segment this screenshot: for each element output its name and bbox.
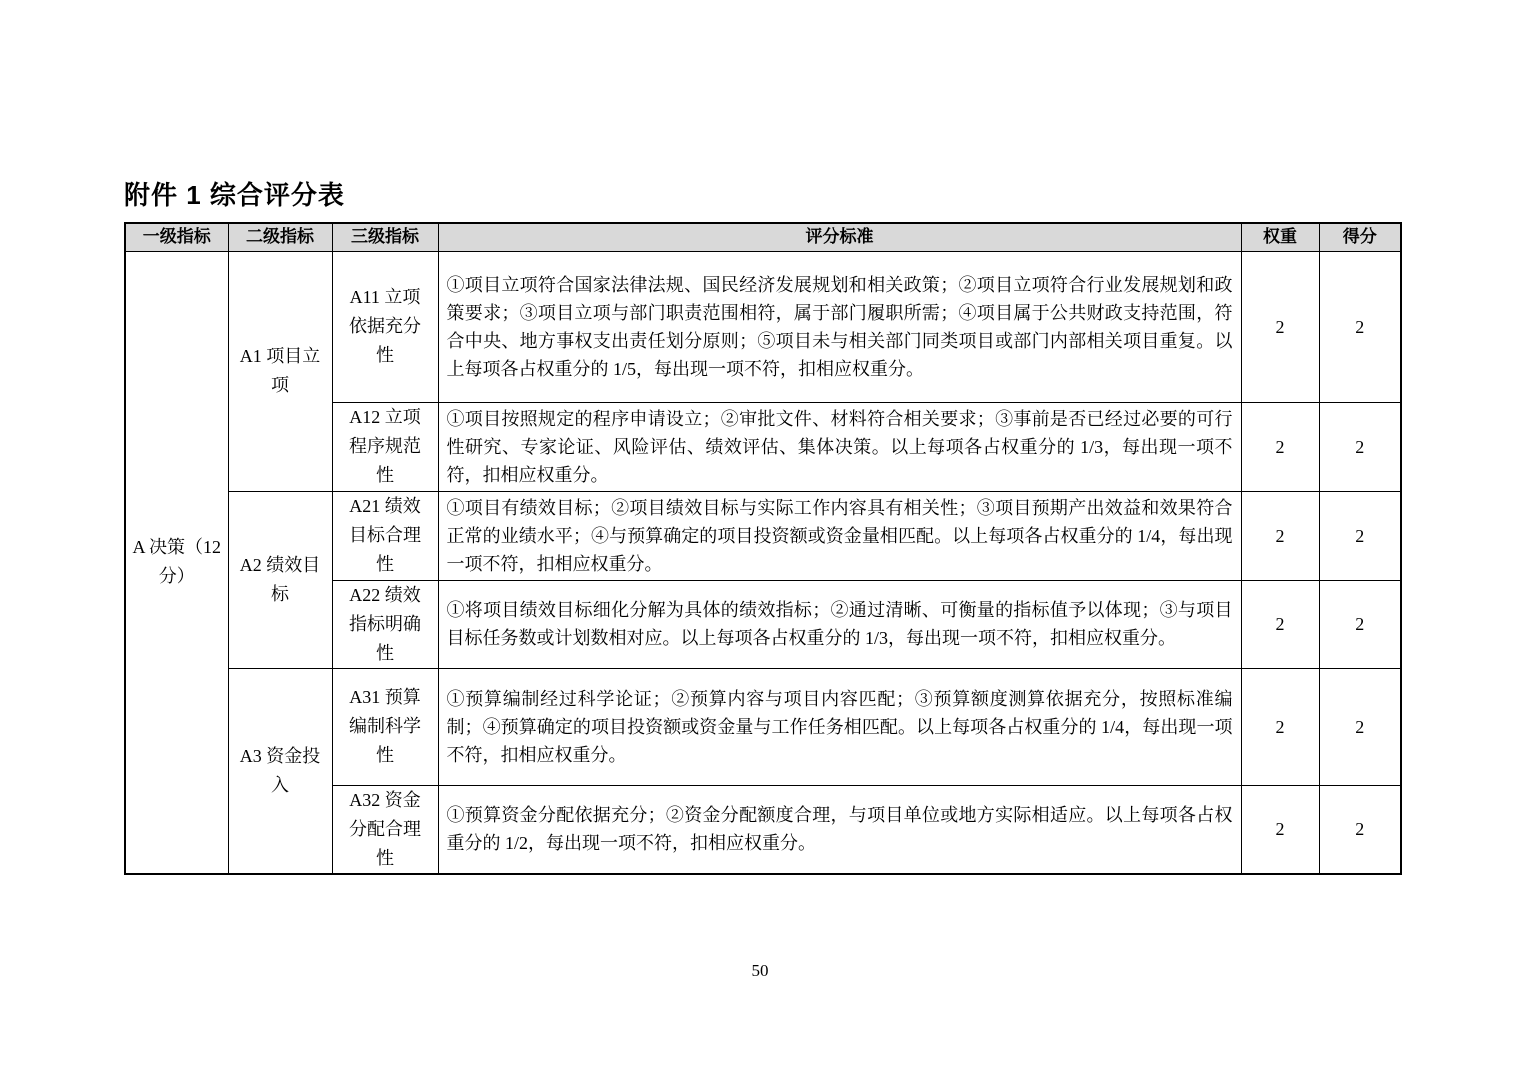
col-header-level1-indicator: 一级指标 — [125, 223, 228, 251]
page-number: 50 — [751, 961, 769, 980]
cell-criteria-a12: ①项目按照规定的程序申请设立；②审批文件、材料符合相关要求；③事前是否已经过必要的可行性研究、专家论证、风险评估、绩效评估、集体决策。以上每项各占权重分的 1/3，每出现一项不符，扣相应权重分。 — [438, 402, 1241, 491]
cell-score-a21: 2 — [1319, 491, 1401, 580]
cell-level3-indicator-a21: A21 绩效目标合理性 — [332, 491, 438, 580]
cell-level3-indicator-a31: A31 预算编制科学性 — [332, 668, 438, 785]
table-row — [125, 251, 1401, 402]
cell-weight-a32: 2 — [1241, 785, 1319, 874]
cell-level3-indicator-a12: A12 立项程序规范性 — [332, 402, 438, 491]
scoring-table — [124, 222, 1402, 875]
cell-criteria-a11: ①项目立项符合国家法律法规、国民经济发展规划和相关政策；②项目立项符合行业发展规划和政策要求；③项目立项与部门职责范围相符，属于部门履职所需；④项目属于公共财政支持范围，符合中央、地方事权支出责任划分原则；⑤项目未与相关部门同类项目或部门内部相关项目重复。以上每项各占权重分的 1/5，每出现一项不符，扣相应权重分。 — [438, 251, 1241, 402]
col-header-score: 得分 — [1319, 223, 1401, 251]
col-header-criteria: 评分标准 — [438, 223, 1241, 251]
cell-level1-indicator: A 决策（12 分） — [125, 251, 228, 874]
table-header-row — [125, 223, 1401, 251]
cell-weight-a21: 2 — [1241, 491, 1319, 580]
cell-criteria-a22: ①将项目绩效目标细化分解为具体的绩效指标；②通过清晰、可衡量的指标值予以体现；③与项目目标任务数或计划数相对应。以上每项各占权重分的 1/3，每出现一项不符，扣相应权重分。 — [438, 580, 1241, 668]
page-title: 附件 1 综合评分表 — [124, 180, 345, 210]
cell-criteria-a21: ①项目有绩效目标；②项目绩效目标与实际工作内容具有相关性；③项目预期产出效益和效果符合正常的业绩水平；④与预算确定的项目投资额或资金量相匹配。以上每项各占权重分的 1/4，每出现一项不符，扣相应权重分。 — [438, 491, 1241, 580]
cell-level3-indicator-a22: A22 绩效指标明确性 — [332, 580, 438, 668]
cell-weight-a12: 2 — [1241, 402, 1319, 491]
cell-level3-indicator-a11: A11 立项依据充分性 — [332, 251, 438, 402]
cell-weight-a31: 2 — [1241, 668, 1319, 785]
cell-score-a32: 2 — [1319, 785, 1401, 874]
table-row — [125, 668, 1401, 785]
cell-level2-indicator-a1: A1 项目立项 — [228, 251, 332, 491]
cell-score-a11: 2 — [1319, 251, 1401, 402]
table-row — [125, 491, 1401, 580]
cell-criteria-a31: ①预算编制经过科学论证；②预算内容与项目内容匹配；③预算额度测算依据充分，按照标准编制；④预算确定的项目投资额或资金量与工作任务相匹配。以上每项各占权重分的 1/4，每出现一项不符，扣相应权重分。 — [438, 668, 1241, 785]
cell-score-a31: 2 — [1319, 668, 1401, 785]
cell-level2-indicator-a2: A2 绩效目标 — [228, 491, 332, 668]
cell-score-a22: 2 — [1319, 580, 1401, 668]
cell-level2-indicator-a3: A3 资金投入 — [228, 668, 332, 874]
col-header-level3-indicator: 三级指标 — [332, 223, 438, 251]
cell-level3-indicator-a32: A32 资金分配合理性 — [332, 785, 438, 874]
col-header-weight: 权重 — [1241, 223, 1319, 251]
cell-score-a12: 2 — [1319, 402, 1401, 491]
cell-weight-a22: 2 — [1241, 580, 1319, 668]
col-header-level2-indicator: 二级指标 — [228, 223, 332, 251]
cell-weight-a11: 2 — [1241, 251, 1319, 402]
cell-criteria-a32: ①预算资金分配依据充分；②资金分配额度合理，与项目单位或地方实际相适应。以上每项各占权重分的 1/2，每出现一项不符，扣相应权重分。 — [438, 785, 1241, 874]
